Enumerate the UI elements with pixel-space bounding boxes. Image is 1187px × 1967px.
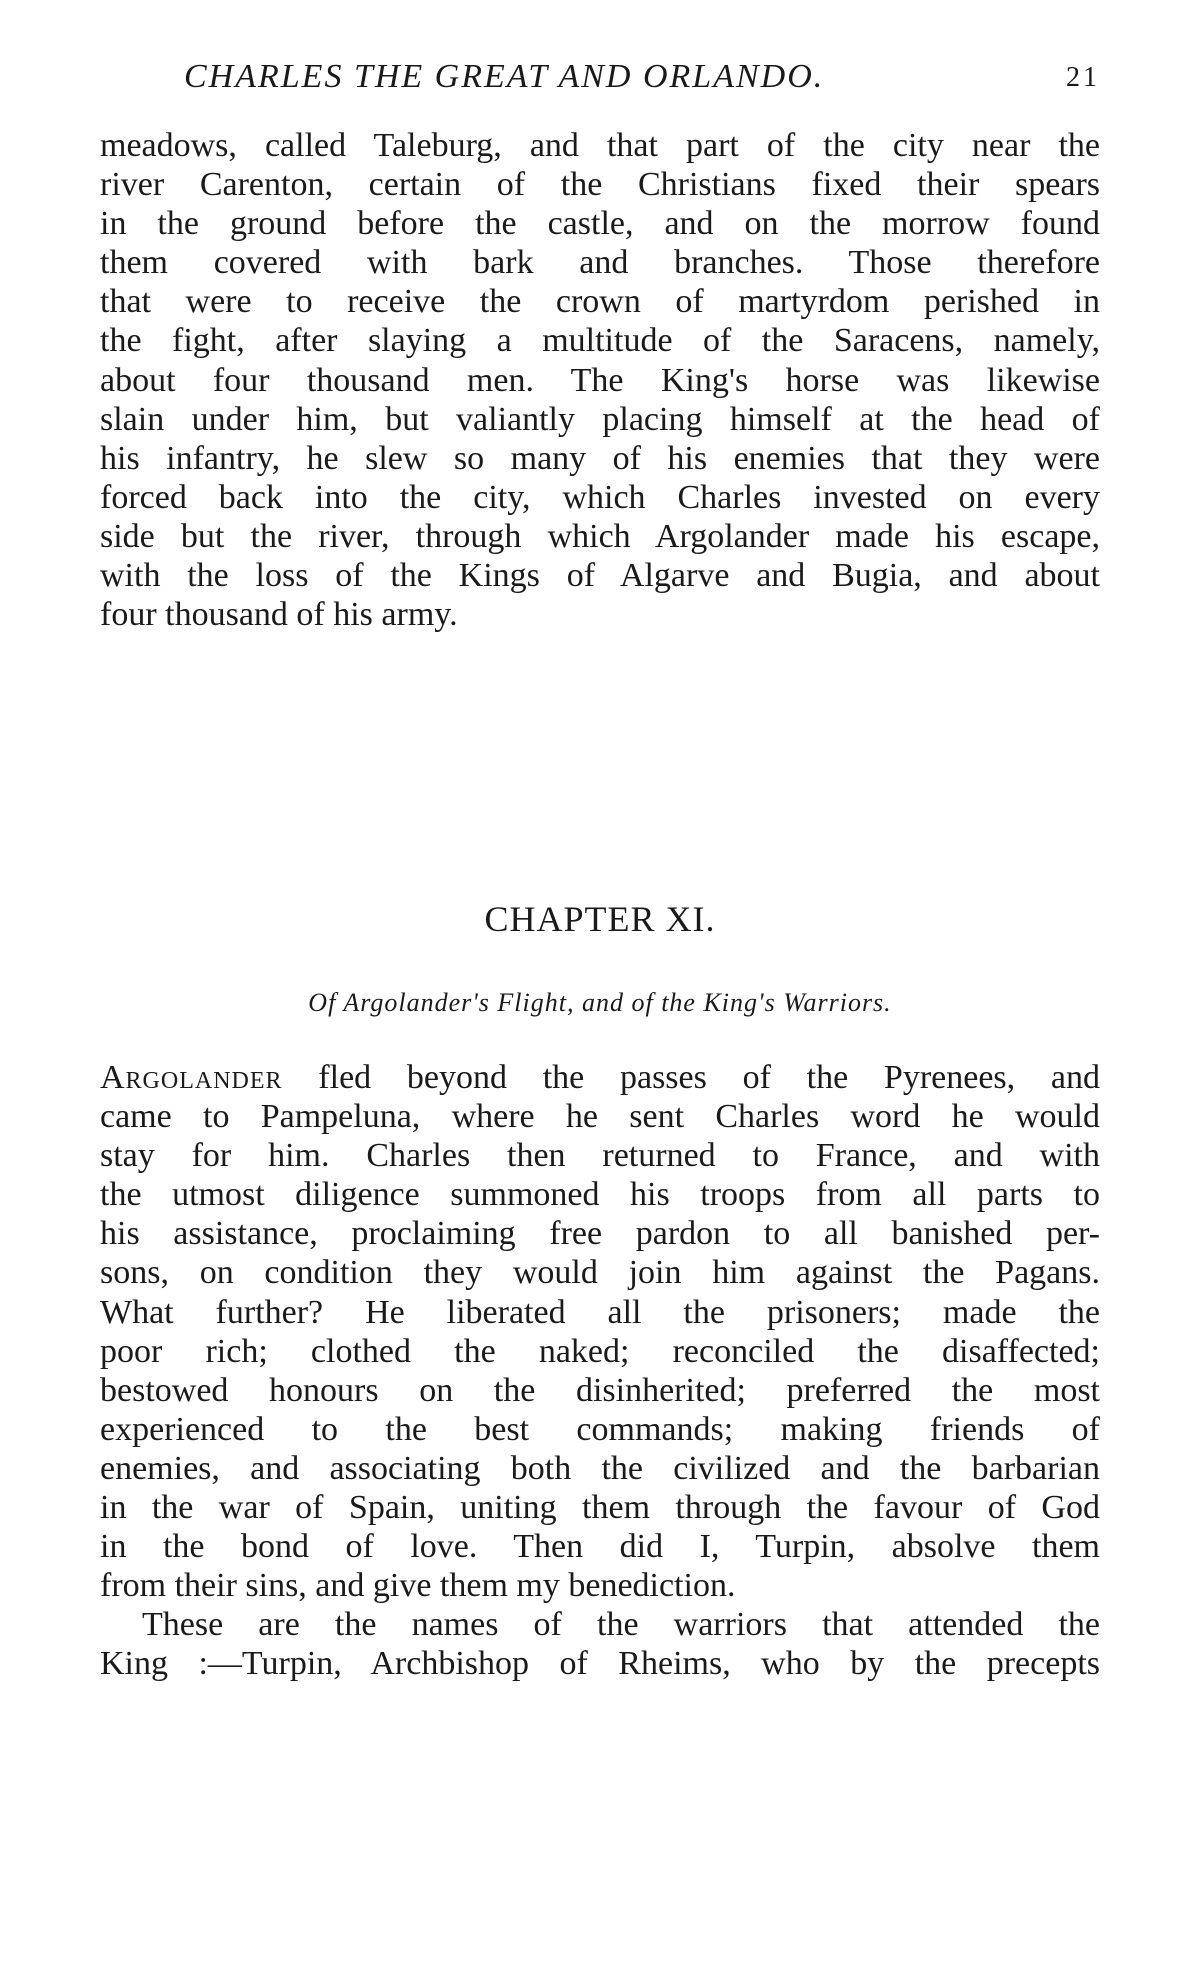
text-line: meadows, called Taleburg, and that part of the city near the <box>100 127 1100 164</box>
text-line: in the war of Spain, uniting them through the favour of God <box>100 1489 1100 1527</box>
text-line: slain under him, but valiantly placing himself at the head of <box>100 400 1100 438</box>
text-line: King :—Turpin, Archbishop of Rheims, who by the precepts <box>100 1645 1100 1683</box>
text-line: came to Pampeluna, where he sent Charles word he would <box>100 1098 1100 1136</box>
running-head <box>100 58 1100 102</box>
text-line: his assistance, proclaiming free pardon to all banished per- <box>100 1215 1100 1253</box>
text-line <box>100 1058 1100 1097</box>
text-line: bestowed honours on the disinherited; preferred the most <box>100 1371 1100 1409</box>
running-title: CHARLES THE GREAT AND ORLANDO. <box>184 58 825 95</box>
final-paragraph <box>100 1605 1100 1683</box>
text-line: his infantry, he slew so many of his enemies that they were <box>100 439 1100 477</box>
text-line: experienced to the best commands; making friends of <box>100 1410 1100 1448</box>
text-line: What further? He liberated all the prisoners; made the <box>100 1293 1100 1331</box>
text-line: side but the river, through which Argolander made his escape, <box>100 517 1100 555</box>
chapter-heading: CHAPTER XI. <box>484 899 716 939</box>
text-line: in the ground before the castle, and on the morrow found <box>100 205 1100 243</box>
text-line: about four thousand men. The King's horse was likewise <box>100 361 1100 399</box>
lead-word: Argolander <box>100 1059 283 1096</box>
text-line: that were to receive the crown of martyrdom perished in <box>100 283 1100 321</box>
first-line-text: fled beyond the passes of the Pyrenees, and <box>282 1059 1100 1096</box>
text-line: poor rich; clothed the naked; reconciled the disaffected; <box>100 1332 1100 1370</box>
text-line: in the bond of love. Then did I, Turpin, absolve them <box>100 1528 1100 1566</box>
text-line: forced back into the city, which Charles invested on every <box>100 478 1100 516</box>
page-number: 21 <box>1066 62 1100 93</box>
text-line: from their sins, and give them my benediction. <box>100 1567 736 1605</box>
chapter-subtitle: Of Argolander's Flight, and of the King's Warriors. <box>308 988 892 1017</box>
chapter-paragraph <box>100 1058 1100 1605</box>
text-line: with the loss of the Kings of Algarve and Bugia, and about <box>100 557 1100 595</box>
text-line: sons, on condition they would join him against the Pagans. <box>100 1254 1100 1292</box>
text-line: enemies, and associating both the civilized and the barbarian <box>100 1449 1100 1487</box>
continued-paragraph <box>100 126 1100 634</box>
text-line: river Carenton, certain of the Christians fixed their spears <box>100 166 1100 204</box>
text-line: stay for him. Charles then returned to France, and with <box>100 1137 1100 1175</box>
text-line: These are the names of the warriors that attended the <box>142 1606 1100 1643</box>
text-line: the utmost diligence summoned his troops from all parts to <box>100 1176 1100 1214</box>
text-line: the fight, after slaying a multitude of the Saracens, namely, <box>100 322 1100 360</box>
text-line: them covered with bark and branches. Those therefore <box>100 244 1100 282</box>
text-line: four thousand of his army. <box>100 596 458 634</box>
